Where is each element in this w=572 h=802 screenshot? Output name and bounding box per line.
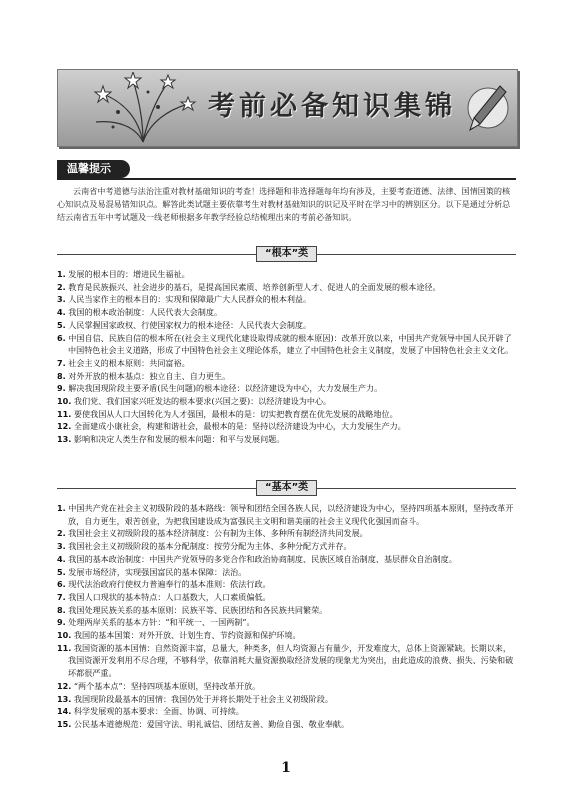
list-item: 12. “两个基本点”：坚持四项基本原则，坚持改革开放。 (57, 680, 261, 691)
section-label: “基本”类 (256, 480, 317, 496)
list-item: 4. 我国的根本政治制度：人民代表大会制度。 (57, 307, 223, 318)
list-item: 6. 现代法治政府行使权力普遍奉行的基本准则：依法行政。 (57, 579, 271, 590)
list-item: 11. 我国资源的基本国情：自然资源丰富，总量大，种类多，但人均资源占有量少，开发难度大，总体上资源紧缺。长期以来，我国资源开发利用不尽合理，不够科学，依靠消耗大量资源换取经济发展的现象尤为突出，由此造成的浪费、损失、污染和破坏都很严重。 (57, 642, 514, 679)
divider (57, 178, 516, 180)
list-item: 3. 人民当家作主的根本目的：实现和保障最广大人民群众的根本利益。 (57, 294, 312, 305)
list-item: 14. 科学发展观的基本要求：全面、协调、可持续。 (57, 706, 244, 717)
list-item: 13. 影响和决定人类生存和发展的根本问题：和平与发展问题。 (57, 434, 285, 445)
title-banner (57, 69, 518, 147)
section-label: “根本”类 (256, 246, 317, 262)
list-item: 9. 解决我国现阶段主要矛盾(民生问题)的根本途径：以经济建设为中心，大力发展生产力。 (57, 383, 383, 394)
section-header-basic (0, 480, 572, 496)
section-header-fundamental (0, 246, 572, 262)
list-item: 9. 处理两岸关系的基本方针：“和平统一、一国两制”。 (57, 617, 255, 628)
tip-badge: 温馨提示 (57, 160, 130, 178)
list-item: 10. 我们党、我们国家兴旺发达的根本要求(兴国之要)：以经济建设为中心。 (57, 396, 332, 407)
list-item: 11. 要使我国从人口大国转化为人才强国，最根本的是：切实把教育摆在优先发展的战略地位。 (57, 408, 398, 419)
list-item: 8. 我国处理民族关系的基本原则：民族平等、民族团结和各民族共同繁荣。 (57, 604, 328, 615)
list-item: 3. 我国社会主义初级阶段的基本分配制度：按劳分配为主体、多种分配方式并存。 (57, 541, 352, 552)
list-item: 13. 我国现阶段最基本的国情：我国仍处于并将长期处于社会主义初级阶段。 (57, 693, 333, 704)
list-item: 6. 中国自信、民族自信的根本所在(社会主义现代化建设取得成就的根本原因)：改革开放以来，中国共产党领导中国人民开辟了中国特色社会主义道路，形成了中国特色社会主义理论体系，建立了中国特色社会主义制度，发展了中国特色社会主义文化。 (57, 332, 514, 356)
list-item: 5. 发展市场经济，实现强国富民的基本保障：法治。 (57, 566, 247, 577)
list-item: 2. 我国社会主义初级阶段的基本经济制度：公有制为主体、多种所有制经济共同发展。 (57, 528, 368, 539)
fundamental-list (57, 268, 516, 446)
list-item: 1. 中国共产党在社会主义初级阶段的基本路线：领导和团结全国各族人民，以经济建设为中心，坚持四项基本原则，坚持改革开放，自力更生，艰苦创业，为把我国建设成为富强民主文明和谐美丽的社会主义现代化强国而奋斗。 (57, 503, 514, 526)
star-fountain-icon (88, 72, 198, 144)
pencil-icon (466, 80, 510, 136)
list-item: 12. 全面建成小康社会，构建和谐社会，最根本的是：坚持以经济建设为中心，大力发展生产力。 (57, 421, 406, 432)
list-item: 7. 社会主义的根本原则：共同富裕。 (57, 357, 190, 368)
list-item: 8. 对外开放的根本基点：独立自主、自力更生。 (57, 370, 231, 381)
page-title: 考前必备知识集锦 (208, 91, 456, 122)
list-item: 10. 我国的基本国策：对外开放、计划生育、节约资源和保护环境。 (57, 630, 301, 641)
intro-paragraph: 云南省中考道德与法治注重对教材基础知识的考查！选择题和非选择题每年均有涉及，主要考查道德、法律、国情国策的核心知识点及易混易错知识点。解答此类试题主要依靠考生对教材基础知识的识记及平时在学习中的辨别区分。以下是通过分析总结云南省五年中考试题及一线老师根据多年教学经验总结梳理出来的考前必备知识。 (57, 186, 511, 222)
list-item: 15. 公民基本道德规范：爱国守法、明礼诚信、团结友善、勤俭自强、敬业奉献。 (57, 718, 350, 729)
list-item: 4. 我国的基本政治制度：中国共产党领导的多党合作和政治协商制度、民族区域自治制度、基层群众自治制度。 (57, 553, 457, 564)
list-item: 7. 我国人口现状的基本特点：人口基数大，人口素质偏低。 (57, 591, 271, 602)
page-number: 1 (281, 760, 291, 776)
basic-list (57, 502, 516, 731)
list-item: 5. 人民掌握国家政权、行使国家权力的根本途径：人民代表大会制度。 (57, 319, 312, 330)
list-item: 2. 教育是民族振兴、社会进步的基石，是提高国民素质、培养创新型人才、促进人的全面发展的根本途径。 (57, 281, 441, 292)
list-item: 1. 发展的根本目的：增进民生福祉。 (57, 269, 190, 279)
